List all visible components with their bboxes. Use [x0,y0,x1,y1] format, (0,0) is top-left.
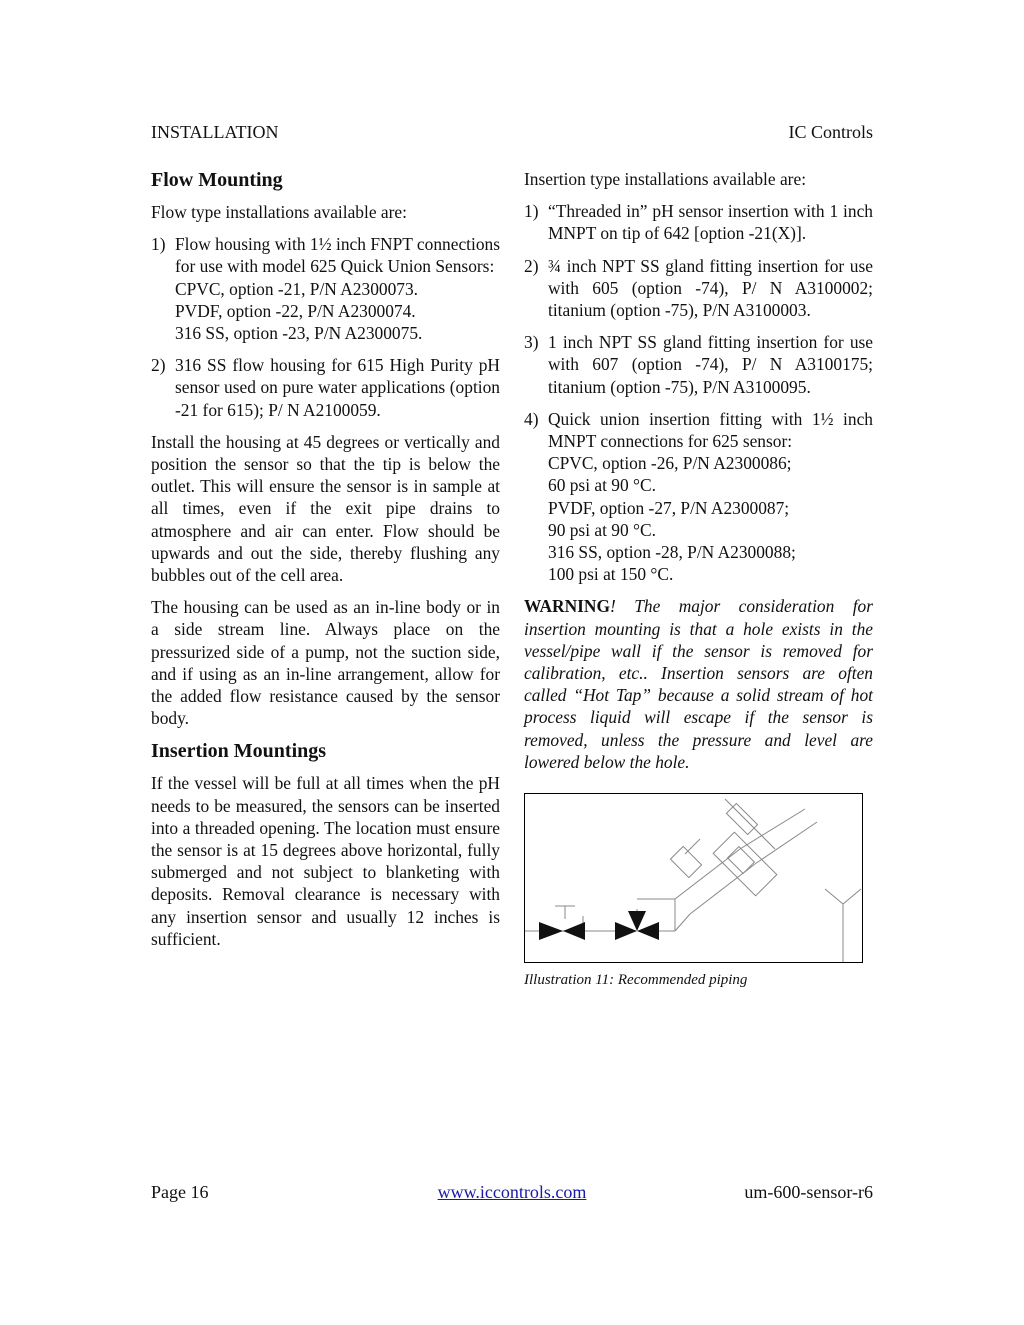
list-sub-line: 60 psi at 90 °C. [548,475,656,496]
list-item-text: Flow housing with 1½ inch FNPT connections for use with model 625 Quick Union Sensors: [175,234,500,277]
list-sub-line: 90 psi at 90 °C. [548,519,656,540]
insertion-paragraph: If the vessel will be full at all times when the pH needs to be measured, the sensors can be inserted into a threaded opening. The location must ensure the sensor is at 15 degrees above horizontal, fully submerged and not subject to blanketing with deposits. Removal clearance is necessary with any insertion sensor and usually 12 inches is sufficient. [151,773,500,949]
warning-paragraph [524,595,873,773]
list-item-text: “Threaded in” pH sensor insertion with 1 inch MNPT on tip of 642 [option -21(X)]. [548,201,873,244]
list-item-text: ¾ inch NPT SS gland fitting insertion for use with 605 (option -74), P/ N A3100002; titanium (option -75), P/N A3100003. [548,255,873,321]
piping-illustration [524,793,863,963]
illustration-caption: Illustration 11: Recommended piping [524,972,748,989]
warning-label: WARNING [524,596,610,617]
header-section-title: INSTALLATION [151,122,279,142]
piping-diagram [525,794,862,962]
footer-page-number: Page 16 [151,1182,209,1202]
header-company-name: IC Controls [788,122,873,142]
left-column [151,168,500,960]
list-item-text: 1 inch NPT SS gland fitting insertion for use with 607 (option -74), P/ N A3100175; titanium (option -75), P/N A3100095. [548,332,873,397]
insertion-list-item [524,331,873,398]
list-number: 1) [151,234,166,255]
flow-mounting-heading: Flow Mounting [151,169,283,191]
list-number: 2) [151,355,166,376]
flow-intro: Flow type installations available are: [151,202,407,222]
list-item-text: 316 SS flow housing for 615 High Purity pH sensor used on pure water applications (option -21 for 615); P/ N A2100059. [175,355,500,420]
list-sub-line: CPVC, option -26, P/N A2300086; [548,453,792,474]
footer-document-id: um-600-sensor-r6 [744,1182,873,1202]
insertion-mountings-heading: Insertion Mountings [151,740,327,763]
right-column [524,168,873,991]
insertion-list-item [524,408,873,586]
list-number: 2) [524,255,539,276]
insertion-list-item [524,200,873,244]
insertion-intro: Insertion type installations available are: [524,169,807,189]
list-sub-line: 100 psi at 150 °C. [548,564,674,585]
list-sub-line: 316 SS, option -23, P/N A2300075. [175,323,423,344]
flow-paragraph: The housing can be used as an in-line body or in a side stream line. Always place on the pressurized side of a pump, not the suction side, and if using as an in-line arrangement, allow for the added flow resistance caused by the sensor body. [151,597,500,729]
flow-list-item [151,354,500,421]
warning-text: ! The major consideration for insertion mounting is that a hole exists in the vessel/pipe wall if the sensor is removed for calibration, etc.. Insertion sensors are often called “Hot Tap” because a solid stream of hot process liquid will escape if the sensor is removed, unless the pressure and level are lowered below the hole. [524,596,873,772]
list-sub-line: PVDF, option -22, P/N A2300074. [175,300,416,321]
list-number: 1) [524,201,539,222]
list-item-text: Quick union insertion fitting with 1½ inch MNPT connections for 625 sensor: [548,408,873,452]
insertion-list-item [524,255,873,322]
website-link[interactable]: www.iccontrols.com [437,1182,587,1202]
flow-paragraph: Install the housing at 45 degrees or vertically and position the sensor so that the tip is below the outlet. This will ensure the sensor is in sample at all times, even if the exit pipe drains to atmosphere and air can enter. Flow should be upwards and out the side, thereby flushing any bubbles out of the cell area. [151,431,500,586]
list-sub-line: CPVC, option -21, P/N A2300073. [175,278,419,299]
list-number: 3) [524,332,539,353]
list-number: 4) [524,408,539,429]
flow-list-item [151,233,500,344]
list-sub-line: PVDF, option -27, P/N A2300087; [548,497,790,518]
list-sub-line: 316 SS, option -28, P/N A2300088; [548,542,796,563]
